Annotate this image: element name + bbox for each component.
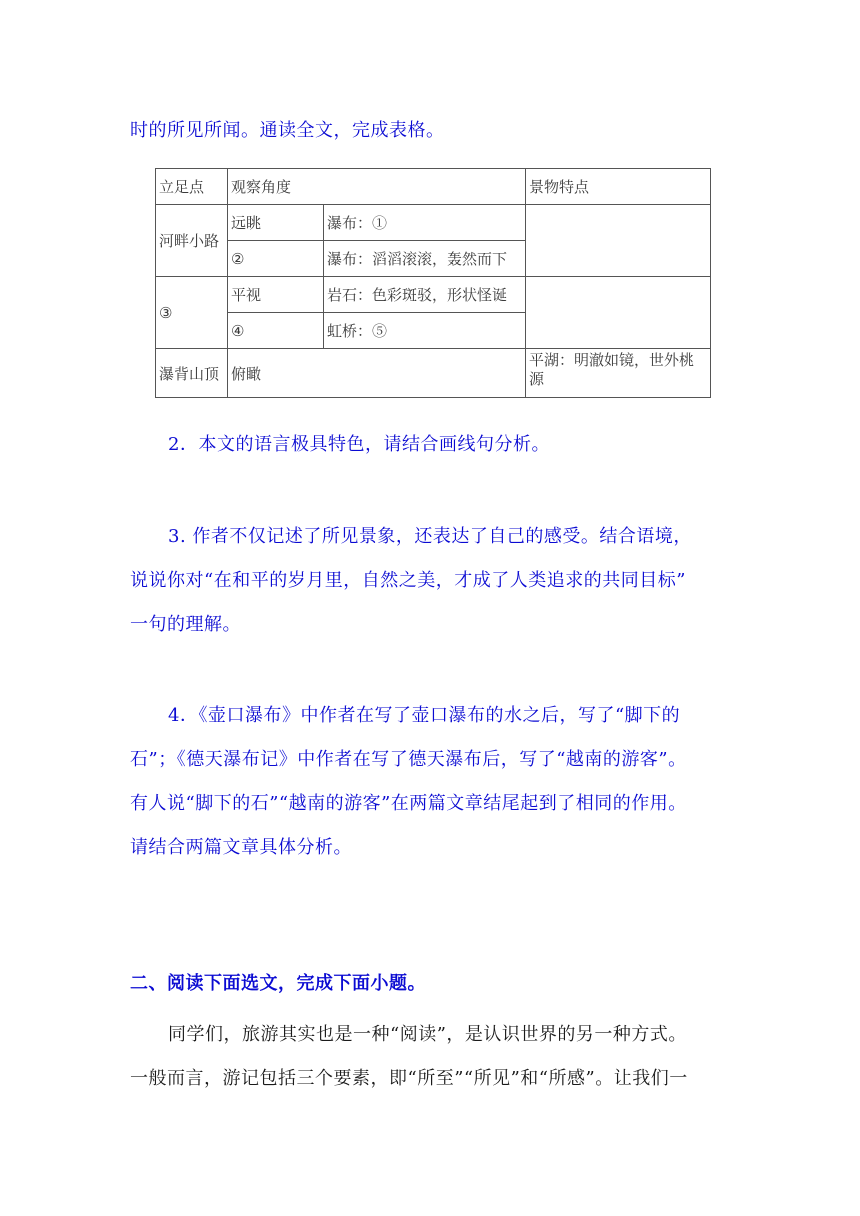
cell-angle: 远眺 <box>228 205 324 241</box>
observation-table <box>155 168 711 398</box>
cell-feature-empty <box>526 277 711 349</box>
cell-angle: ② <box>228 241 324 277</box>
paragraph-line-2: 一般而言，游记包括三个要素，即“所至”“所见”和“所感”。让我们一 <box>130 1068 688 1089</box>
table-row <box>156 349 711 398</box>
cell-feature-empty <box>526 205 711 277</box>
cell-angle: ④ <box>228 313 324 349</box>
cell-feature: 平湖：明澈如镜，世外桃源 <box>526 349 711 398</box>
cell-object: 瀑布：① <box>324 205 526 241</box>
cell-angle: 俯瞰 <box>228 349 526 398</box>
intro-line: 时的所见所闻。通读全文，完成表格。 <box>130 120 445 141</box>
question-4-line-4: 请结合两篇文章具体分析。 <box>130 837 352 858</box>
table-row <box>156 205 711 241</box>
question-4-line-3: 有人说“脚下的石”“越南的游客”在两篇文章结尾起到了相同的作用。 <box>130 793 687 814</box>
cell-place-blank: ③ <box>156 277 228 349</box>
cell-object: 虹桥：⑤ <box>324 313 526 349</box>
table-row <box>156 277 711 313</box>
cell-place-mountaintop: 瀑背山顶 <box>156 349 228 398</box>
cell-object: 瀑布：滔滔滚滚，轰然而下 <box>324 241 526 277</box>
question-4-line-2: 石”；《德天瀑布记》中作者在写了德天瀑布后，写了“越南的游客”。 <box>130 749 687 770</box>
question-4-line-1: 4．《壶口瀑布》中作者在写了壶口瀑布的水之后，写了“脚下的 <box>168 705 681 726</box>
header-standpoint: 立足点 <box>156 169 228 205</box>
header-feature: 景物特点 <box>526 169 711 205</box>
section-2-heading: 二、阅读下面选文，完成下面小题。 <box>130 973 426 994</box>
paragraph-line-1: 同学们，旅游其实也是一种“阅读”，是认识世界的另一种方式。 <box>168 1024 687 1045</box>
table-row <box>156 169 711 205</box>
question-3-line-2: 说说你对“在和平的岁月里，自然之美，才成了人类追求的共同目标” <box>130 570 686 591</box>
question-3-line-3: 一句的理解。 <box>130 614 241 635</box>
question-2: 2．本文的语言极具特色，请结合画线句分析。 <box>168 434 550 455</box>
cell-object: 岩石：色彩斑驳，形状怪诞 <box>324 277 526 313</box>
cell-place-riverside: 河畔小路 <box>156 205 228 277</box>
header-angle: 观察角度 <box>228 169 526 205</box>
cell-angle: 平视 <box>228 277 324 313</box>
question-3-line-1: 3. 作者不仅记述了所见景象，还表达了自己的感受。结合语境， <box>168 526 692 547</box>
